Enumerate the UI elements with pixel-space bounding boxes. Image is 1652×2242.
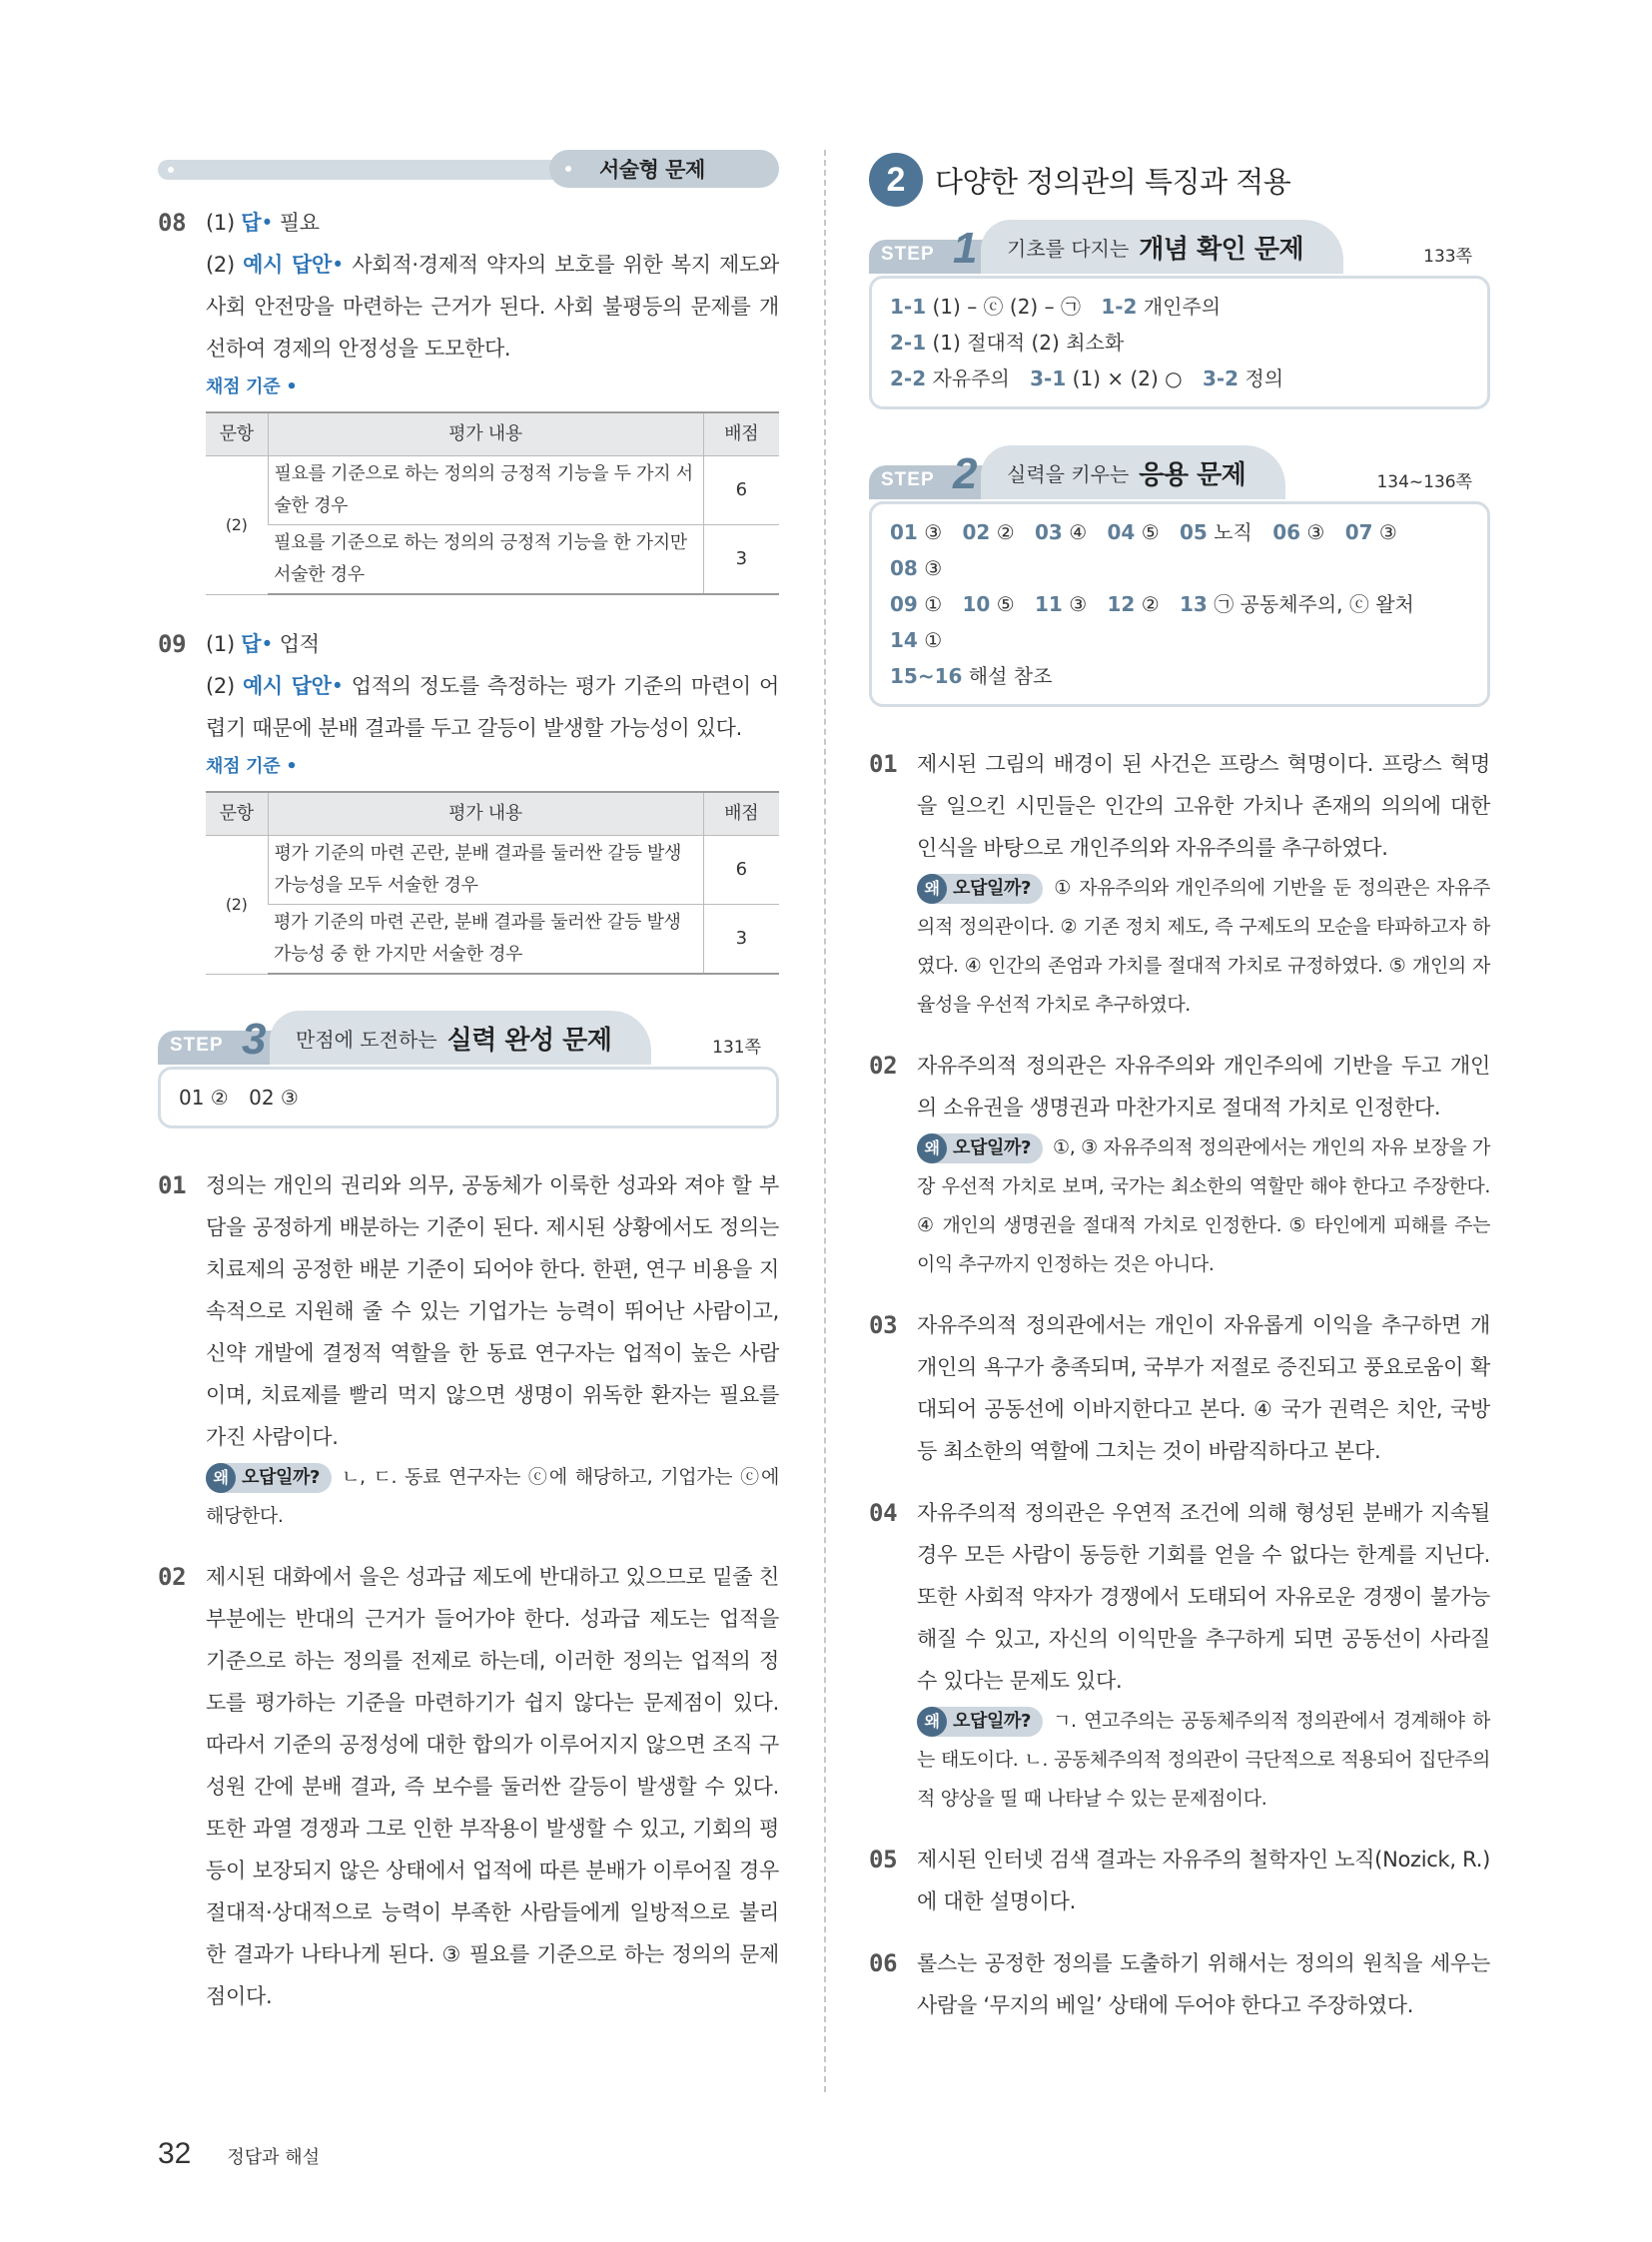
why-wrong-text: ① 자유주의와 개인주의에 기반을 둔 정의관은 자유주의적 정의관이다. ② 기존 정치 제도, 즉 구제도의 모순을 타파하고자 하였다. ④ 인간의 존엄과 가치를 절대적 가치로 규정하였다. ⑤ 개인의 자율성을 우선적 가치로 추구하였다. xyxy=(917,877,1490,1016)
answer-item: 1-2 개인주의 xyxy=(1101,295,1222,319)
question-number: 02 xyxy=(158,1563,187,1591)
answer-item: 02 ③ xyxy=(249,1086,299,1110)
answer-item: 06 ③ xyxy=(1272,520,1325,544)
answer-item: 14 ① xyxy=(890,628,943,652)
answer-item: 15~16 해설 참조 xyxy=(890,664,1053,688)
step-word: STEP xyxy=(881,469,935,490)
step-title-hump xyxy=(981,445,1285,499)
question-number: 05 xyxy=(869,1846,898,1873)
why-wrong-note xyxy=(917,869,1490,1025)
step-number: 3 xyxy=(242,1015,267,1064)
answer-item: 08 ③ xyxy=(890,556,943,580)
content-cell: 평가 기준의 마련 곤란, 분배 결과를 둘러싼 갈등 발생 가능성을 모두 서술한 경우 xyxy=(268,836,703,905)
step-title-hump xyxy=(981,220,1343,274)
explanation-01 xyxy=(869,743,1490,1025)
explanation-text: 제시된 인터넷 검색 결과는 자유주의 철학자인 노직(Nozick, R.)에 대한 설명이다. xyxy=(917,1848,1490,1913)
why-wrong-note xyxy=(917,1128,1490,1284)
answer-text: 업적 xyxy=(279,632,320,656)
answer-item: 02 ② xyxy=(962,520,1015,544)
question-number: 09 xyxy=(158,630,187,658)
explanation-05 xyxy=(869,1839,1490,1922)
step-word: STEP xyxy=(881,244,935,265)
column-divider xyxy=(824,150,826,2092)
step-number: 2 xyxy=(953,449,978,498)
question-number: 08 xyxy=(158,209,187,237)
answer-item: 12 ② xyxy=(1107,592,1160,616)
question-09 xyxy=(158,623,779,975)
why-icon: 왜 xyxy=(206,1463,236,1493)
answer-item: 13 ㉠ 공동체주의, ⓒ 왈처 xyxy=(1180,592,1414,616)
scoring-table xyxy=(206,791,779,975)
why-wrong-badge: 왜 오답일까? xyxy=(917,874,1043,904)
criteria-label: 채점 기준 • xyxy=(206,756,298,777)
item-cell: (2) xyxy=(206,836,268,975)
step-subtitle: 기초를 다지는 xyxy=(1007,236,1130,261)
step-page-ref: 131쪽 xyxy=(712,1038,761,1058)
header-dot-icon xyxy=(168,167,174,173)
explanation-02 xyxy=(869,1045,1490,1284)
example-answer-label: 예시 답안 xyxy=(242,674,332,698)
essay-section-header xyxy=(158,150,779,188)
content-cell: 필요를 기준으로 하는 정의의 긍정적 기능을 한 가지만 서술한 경우 xyxy=(268,525,703,595)
table-row xyxy=(206,456,779,525)
step-page-ref: 134~136쪽 xyxy=(1376,472,1472,492)
why-wrong-note xyxy=(917,1702,1490,1819)
why-wrong-badge: 왜 오답일까? xyxy=(917,1707,1043,1737)
question-number: 01 xyxy=(869,750,898,778)
step2-answers-box xyxy=(869,501,1490,707)
answer-item: 11 ③ xyxy=(1035,592,1088,616)
step-number: 1 xyxy=(953,224,978,273)
page-number: 32 xyxy=(158,2137,192,2170)
answer-item: 3-2 정의 xyxy=(1202,367,1284,390)
explanation-text: 제시된 대화에서 을은 성과급 제도에 반대하고 있으므로 밑줄 친 부분에는 반대의 근거가 들어가야 한다. 성과급 제도는 업적을 기준으로 하는 정의를 전제로 하는데, 이러한 정의는 업적의 정도를 평가하는 기준을 마련하기가 쉽지 않다는 문제점이 있다. 따라서 기준의 공정성에 대한 합의가 이루어지지 않으면 조직 구성원 간에 분배 결과, 즉 보수를 둘러싼 갈등이 발생할 수 있다. 또한 과열 경쟁과 그로 인한 부작용이 발생할 수 있고, 기회의 평등이 보장되지 않은 상태에서 업적에 따른 분배가 이루어질 경우 절대적·상대적으로 능력이 부족한 사람들에게 일방적으로 불리한 결과가 나타나게 된다. ③ 필요를 기준으로 하는 정의의 문제점이다. xyxy=(206,1565,779,2008)
answer-part-2: (2) 예시 답안• 사회적·경제적 약자의 보호를 위한 복지 제도와 사회 안전망을 마련하는 근거가 된다. 사회 불평등의 문제를 개선하여 경제의 안정성을 도모한다. xyxy=(206,253,779,361)
step-title: 응용 문제 xyxy=(1139,459,1246,490)
question-number: 04 xyxy=(869,1499,898,1527)
explanation-text: 자유주의적 정의관에서는 개인이 자유롭게 이익을 추구하면 개개인의 욕구가 충족되며, 국부가 저절로 증진되고 풍요로움이 확대되어 공동선에 이바지한다고 본다. ④ 국가 권력은 치안, 국방 등 최소한의 역할에 그치는 것이 바람직하다고 본다. xyxy=(917,1313,1490,1463)
col-header-content: 평가 내용 xyxy=(268,792,703,836)
step-subtitle: 실력을 키우는 xyxy=(1007,461,1130,486)
question-number: 06 xyxy=(869,1949,898,1977)
why-icon: 왜 xyxy=(917,1133,947,1163)
col-header-item: 문항 xyxy=(206,792,268,836)
step2-section xyxy=(869,445,1490,707)
step2-header xyxy=(869,445,1490,501)
answer-part-1: (1) 답• 필요 xyxy=(206,211,320,235)
header-pill xyxy=(549,150,779,188)
explanation-04 xyxy=(869,1492,1490,1819)
answer-item: 3-1 (1) × (2) ○ xyxy=(1030,367,1183,390)
question-number: 01 xyxy=(158,1171,187,1199)
col-header-item: 문항 xyxy=(206,412,268,456)
left-column xyxy=(158,150,779,2017)
step-title: 개념 확인 문제 xyxy=(1139,234,1304,265)
question-number: 03 xyxy=(869,1311,898,1339)
score-cell: 6 xyxy=(703,456,779,525)
answer-item: 05 노직 xyxy=(1180,520,1252,544)
explanation-text: 제시된 그림의 배경이 된 사건은 프랑스 혁명이다. 프랑스 혁명을 일으킨 시민들은 인간의 고유한 가치나 존재의 의의에 대한 인식을 바탕으로 개인주의와 자유주의를 추구하였다. xyxy=(917,752,1490,860)
answer-part-2: (2) 예시 답안• 업적의 정도를 측정하는 평가 기준의 마련이 어렵기 때문에 분배 결과를 두고 갈등이 발생할 가능성이 있다. xyxy=(206,674,779,740)
explanation-01 xyxy=(158,1164,779,1536)
score-cell: 3 xyxy=(703,525,779,595)
table-row xyxy=(206,525,779,595)
step1-section xyxy=(869,220,1490,409)
answer-text: 필요 xyxy=(279,211,320,235)
score-cell: 3 xyxy=(703,905,779,975)
col-header-score: 배점 xyxy=(703,792,779,836)
answer-part-1: (1) 답• 업적 xyxy=(206,632,320,656)
answer-item: 04 ⑤ xyxy=(1107,520,1160,544)
step1-header xyxy=(869,220,1490,276)
step-word: STEP xyxy=(170,1035,224,1056)
answer-item: 1-1 (1) – ⓒ (2) – ㉠ xyxy=(890,295,1081,319)
step1-answers-box xyxy=(869,276,1490,409)
example-answer-text: 업적의 정도를 측정하는 평가 기준의 마련이 어렵기 때문에 분배 결과를 두고 갈등이 발생할 가능성이 있다. xyxy=(206,674,779,740)
col-header-score: 배점 xyxy=(703,412,779,456)
table-row xyxy=(206,905,779,975)
explanation-text: 자유주의적 정의관은 우연적 조건에 의해 형성된 분배가 지속될 경우 모든 사람이 동등한 기회를 얻을 수 없다는 한계를 지닌다. 또한 사회적 약자가 경쟁에서 도태되어 자유로운 경쟁이 불가능해질 수 있고, 자신의 이익만을 추구하게 되면 공동선이 사라질 수 있다는 문제도 있다. xyxy=(917,1501,1490,1693)
example-answer-label: 예시 답안 xyxy=(243,253,333,277)
footer-title: 정답과 해설 xyxy=(227,2147,321,2168)
answer-item: 10 ⑤ xyxy=(962,592,1015,616)
why-wrong-text: ①, ③ 자유주의적 정의관에서는 개인의 자유 보장을 가장 우선적 가치로 보며, 국가는 최소한의 역할만 해야 한다고 주장한다. ④ 개인의 생명권을 절대적 가치로 인정한다. ⑤ 타인에게 피해를 주는 이익 추구까지 인정하는 것은 아니다. xyxy=(917,1136,1490,1275)
step3-answers-box xyxy=(158,1067,779,1128)
section-title xyxy=(869,150,1490,210)
step3-header xyxy=(158,1011,779,1067)
why-wrong-text: ㄱ. 연고주의는 공동체주의적 정의관에서 경계해야 하는 태도이다. ㄴ. 공동체주의적 정의관이 극단적으로 적용되어 집단주의적 양상을 띨 때 나타날 수 있는 문제점이다. xyxy=(917,1710,1490,1810)
explanation-text: 정의는 개인의 권리와 의무, 공동체가 이룩한 성과와 져야 할 부담을 공정하게 배분하는 기준이 된다. 제시된 상황에서도 정의는 치료제의 공정한 배분 기준이 되어야 한다. 한편, 연구 비용을 지속적으로 지원해 줄 수 있는 기업가는 능력이 뛰어난 사람이고, 신약 개발에 결정적 역할을 한 동료 연구자는 업적이 높은 사람이며, 치료제를 빨리 먹지 않으면 생명이 위독한 환자는 필요를 가진 사람이다. xyxy=(206,1173,779,1449)
page-footer xyxy=(158,2137,320,2171)
explanation-text: 자유주의적 정의관은 자유주의와 개인주의에 기반을 두고 개인의 소유권을 생명권과 마찬가지로 절대적 가치로 인정한다. xyxy=(917,1054,1490,1120)
why-wrong-badge: 왜 오답일까? xyxy=(206,1463,332,1493)
score-cell: 6 xyxy=(703,836,779,905)
step-title: 실력 완성 문제 xyxy=(446,1025,612,1056)
why-icon: 왜 xyxy=(917,1707,947,1737)
answer-item: 09 ① xyxy=(890,592,943,616)
why-wrong-note xyxy=(206,1458,779,1536)
answer-label: 답 xyxy=(241,211,262,235)
question-number: 02 xyxy=(869,1052,898,1080)
why-icon: 왜 xyxy=(917,874,947,904)
why-wrong-text: ㄴ, ㄷ. 동료 연구자는 ⓒ에 해당하고, 기업가는 ⓒ에 해당한다. xyxy=(206,1466,779,1527)
item-cell: (2) xyxy=(206,456,268,595)
answer-item: 01 ② xyxy=(179,1086,229,1110)
right-column xyxy=(869,150,1490,2026)
explanation-02 xyxy=(158,1556,779,2017)
step3-section xyxy=(158,1011,779,1128)
section-title-text: 다양한 정의관의 특징과 적용 xyxy=(935,164,1291,199)
example-answer-text: 사회적·경제적 약자의 보호를 위한 복지 제도와 사회 안전망을 마련하는 근거가 된다. 사회 불평등의 문제를 개선하여 경제의 안정성을 도모한다. xyxy=(206,253,779,361)
answer-label: 답 xyxy=(241,632,262,656)
step-subtitle: 만점에 도전하는 xyxy=(296,1027,437,1052)
section-number-icon: 2 xyxy=(869,153,923,207)
header-label: 서술형 문제 xyxy=(599,158,705,182)
criteria-label: 채점 기준 • xyxy=(206,376,298,397)
question-08 xyxy=(158,202,779,595)
pill-dot-icon xyxy=(565,166,571,172)
answer-item: 01 ③ xyxy=(890,520,943,544)
content-cell: 평가 기준의 마련 곤란, 분배 결과를 둘러싼 갈등 발생 가능성 중 한 가지만 서술한 경우 xyxy=(268,905,703,975)
explanation-text: 롤스는 공정한 정의를 도출하기 위해서는 정의의 원칙을 세우는 사람을 ‘무지의 베일’ 상태에 두어야 한다고 주장하였다. xyxy=(917,1951,1490,2017)
answer-item: 07 ③ xyxy=(1344,520,1397,544)
why-wrong-badge: 왜 오답일까? xyxy=(917,1133,1043,1163)
answer-item: 2-1 (1) 절대적 (2) 최소화 xyxy=(890,331,1125,355)
answer-item: 03 ④ xyxy=(1035,520,1088,544)
step-page-ref: 133쪽 xyxy=(1423,247,1472,267)
explanation-03 xyxy=(869,1304,1490,1472)
table-row xyxy=(206,836,779,905)
step-title-hump xyxy=(270,1011,651,1065)
answer-item: 2-2 자유주의 xyxy=(890,367,1010,390)
explanation-06 xyxy=(869,1942,1490,2026)
content-cell: 필요를 기준으로 하는 정의의 긍정적 기능을 두 가지 서술한 경우 xyxy=(268,456,703,525)
col-header-content: 평가 내용 xyxy=(268,412,703,456)
scoring-table xyxy=(206,411,779,595)
